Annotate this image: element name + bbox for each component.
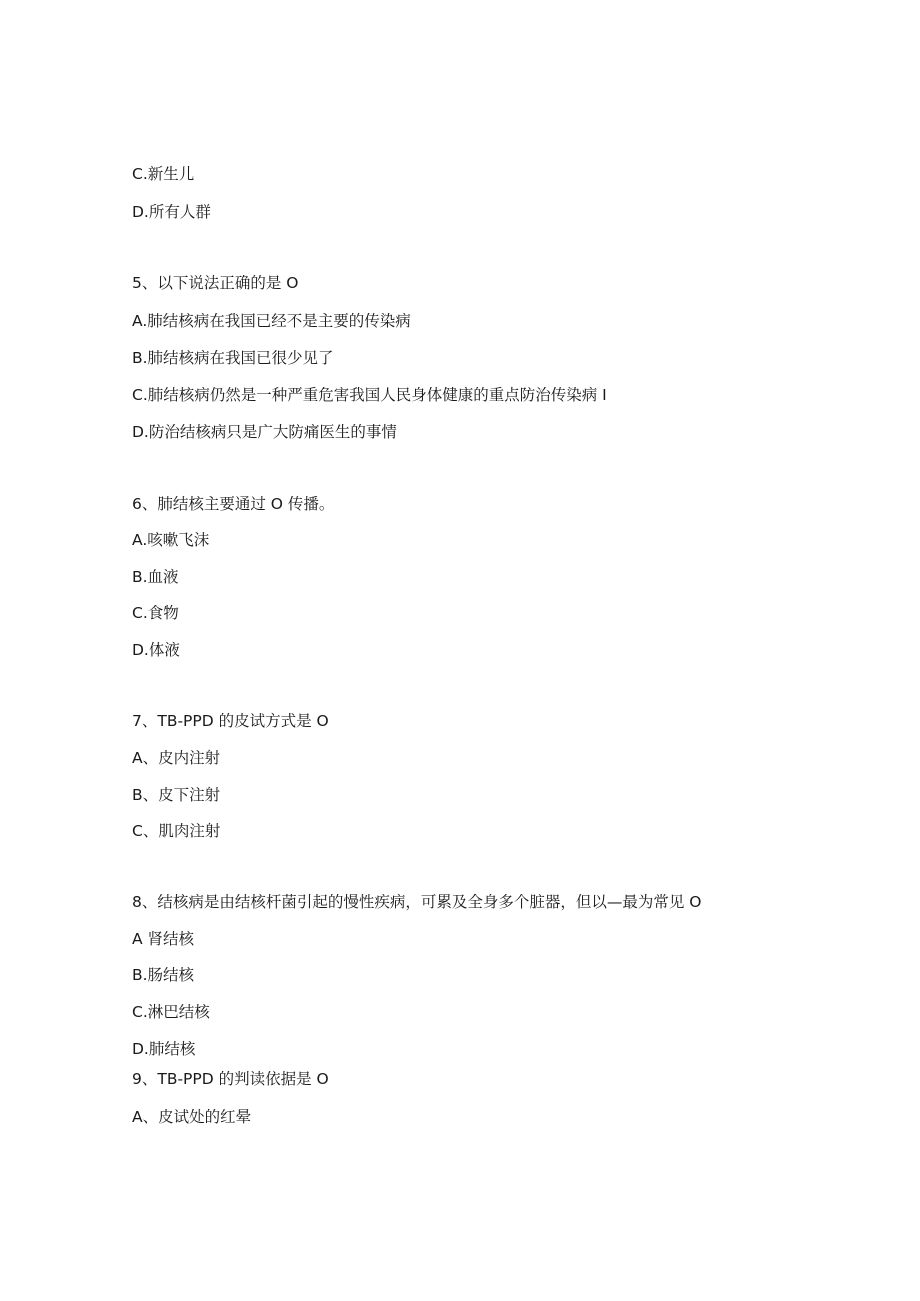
option-5b: B.肺结核病在我国已很少见了 xyxy=(132,349,334,367)
option-7c: C、肌肉注射 xyxy=(132,822,221,840)
option-8c: C.淋巴结核 xyxy=(132,1003,210,1021)
question-5: 5、以下说法正确的是 O xyxy=(132,274,299,292)
option-9a: A、皮试处的红晕 xyxy=(132,1108,252,1126)
option-6a: A.咳嗽飞沫 xyxy=(132,531,210,549)
option-4d: D.所有人群 xyxy=(132,203,211,221)
option-8b: B.肠结核 xyxy=(132,966,195,984)
option-7b: B、皮下注射 xyxy=(132,786,221,804)
option-6d: D.体液 xyxy=(132,641,180,659)
option-5a: A.肺结核病在我国已经不是主要的传染病 xyxy=(132,312,411,330)
option-6b: B.血液 xyxy=(132,568,179,586)
option-8d: D.肺结核 xyxy=(132,1040,196,1058)
option-8a: A 肾结核 xyxy=(132,930,195,948)
option-5c: C.肺结核病仍然是一种严重危害我国人民身体健康的重点防治传染病 I xyxy=(132,386,607,404)
question-7: 7、TB-PPD 的皮试方式是 O xyxy=(132,712,329,730)
question-8: 8、结核病是由结核杆菌引起的慢性疾病，可累及全身多个脏器，但以—最为常见 O xyxy=(132,893,702,911)
question-9: 9、TB-PPD 的判读依据是 O xyxy=(132,1070,329,1088)
option-6c: C.食物 xyxy=(132,604,179,622)
option-4c: C.新生儿 xyxy=(132,165,195,183)
option-5d: D.防治结核病只是广大防痛医生的事情 xyxy=(132,423,397,441)
option-7a: A、皮内注射 xyxy=(132,749,221,767)
question-6: 6、肺结核主要通过 O 传播。 xyxy=(132,495,335,513)
